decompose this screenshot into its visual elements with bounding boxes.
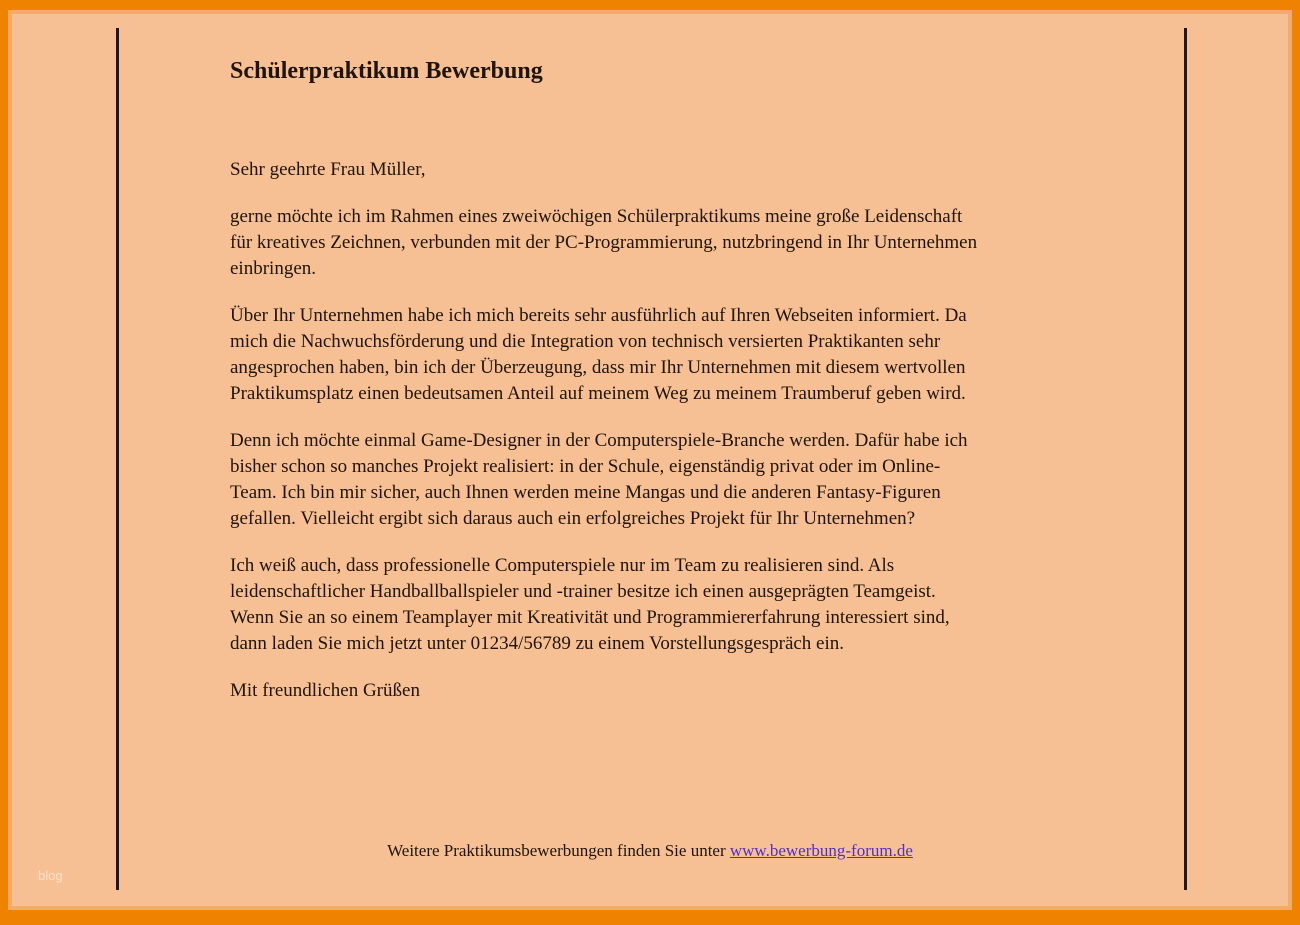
- closing-line: Mit freundlichen Grüßen: [230, 680, 420, 701]
- letter-body: [230, 10, 1090, 704]
- salutation-line: Sehr geehrte Frau Müller,: [230, 159, 426, 180]
- footer-link[interactable]: www.bewerbung-forum.de: [729, 841, 913, 860]
- blog-watermark: blog: [38, 868, 63, 883]
- paragraph-line: Team. Ich bin mir sicher, auch Ihnen werden meine Mangas und die anderen Fantasy-Figuren: [230, 482, 941, 503]
- paragraph-line: Ich weiß auch, dass professionelle Computerspiele nur im Team zu realisieren sind. Als: [230, 555, 895, 576]
- paragraph-line: Über Ihr Unternehmen habe ich mich bereits sehr ausführlich auf Ihren Webseiten informiert. Da: [230, 305, 967, 326]
- paragraph-2: [230, 303, 1090, 407]
- paragraph-1: [230, 204, 1090, 282]
- page-title: Schülerpraktikum Bewerbung: [230, 58, 543, 84]
- paragraph-line: leidenschaftlicher Handballballspieler und -trainer besitze ich einen ausgeprägten Teamgeist.: [230, 581, 936, 602]
- paragraph-3: [230, 428, 1090, 532]
- paragraph-line: Praktikumsplatz einen bedeutsamen Anteil auf meinem Weg zu meinem Traumberuf geben wird.: [230, 383, 966, 404]
- paragraph-line: Wenn Sie an so einem Teamplayer mit Kreativität und Programmiererfahrung interessiert sind,: [230, 607, 950, 628]
- right-margin-rule: [1184, 28, 1187, 890]
- footer-text: Weitere Praktikumsbewerbungen finden Sie unter: [387, 841, 730, 860]
- paragraph-line: für kreatives Zeichnen, verbunden mit der PC-Programmierung, nutzbringend in Ihr Unternehmen: [230, 232, 978, 253]
- footer-note: [8, 840, 1292, 862]
- left-margin-rule: [116, 28, 119, 890]
- paragraph-line: bisher schon so manches Projekt realisiert: in der Schule, eigenständig privat oder im Online-: [230, 456, 941, 477]
- paragraph-4: [230, 553, 1090, 657]
- paragraph-line: angesprochen haben, bin ich der Überzeugung, dass mir Ihr Unternehmen mit diesem wertvollen: [230, 357, 966, 378]
- paragraph-line: mich die Nachwuchsförderung und die Integration von technisch versierten Praktikanten sehr: [230, 331, 941, 352]
- paragraph-line: dann laden Sie mich jetzt unter 01234/56789 zu einem Vorstellungsgespräch ein.: [230, 633, 845, 654]
- paragraph-line: Denn ich möchte einmal Game-Designer in der Computerspiele-Branche werden. Dafür habe ich: [230, 430, 968, 451]
- paragraph-line: gerne möchte ich im Rahmen eines zweiwöchigen Schülerpraktikums meine große Leidenschaft: [230, 206, 963, 227]
- paragraph-line: einbringen.: [230, 258, 317, 279]
- paragraph-line: gefallen. Vielleicht ergibt sich daraus auch ein erfolgreiches Projekt für Ihr Unternehmen?: [230, 508, 916, 529]
